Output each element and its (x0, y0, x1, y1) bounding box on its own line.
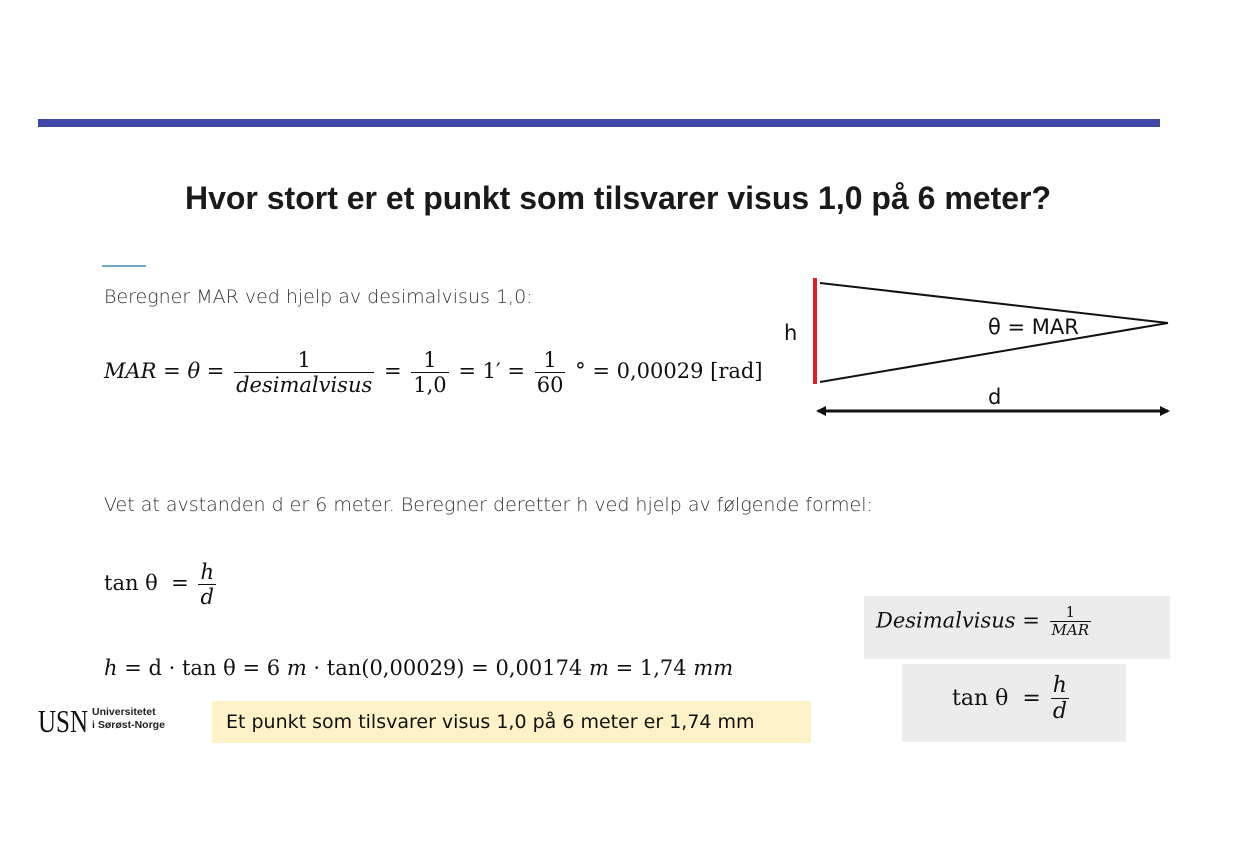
desimal-numerator: 1 (1050, 604, 1092, 622)
h-unit-m: m (286, 656, 307, 680)
desimalvisus-formula: Desimalvisus = $\frac{1}{\text{MAR}}$ (876, 603, 1090, 640)
h-step3: 0,00174 (495, 656, 583, 680)
tan-denominator: d (200, 585, 214, 610)
usn-logo-mark: USN (38, 703, 88, 739)
tan-formula: tan θ = $\frac{h}{d}$ (104, 560, 214, 610)
mar-formula: MAR = θ = $\frac{1}{\text{desimalvisus}}$ = $\frac{1}{1,0}$ = 1′ = $\frac{1}{60}$ ° = 0,00029 [rad] (104, 348, 763, 398)
d-label: d (988, 385, 1002, 409)
slide-title: Hvor stort er et punkt som tilsvarer visus 1,0 på 6 meter? (184, 180, 1052, 216)
h-unit-m-2: m (588, 656, 609, 680)
tan-box-denominator: d (1052, 699, 1067, 725)
h-label: h (784, 321, 798, 345)
desimal-denominator: MAR (1051, 621, 1090, 640)
tan-box (902, 664, 1126, 742)
frac2-numerator: 1 (411, 348, 448, 373)
one-arcminute: 1′ (482, 359, 501, 384)
tan-box-formula: tan θ = $\frac{h}{d}$ (952, 673, 1067, 725)
desimalvisus-lhs: Desimalvisus (876, 608, 1016, 633)
frac1-numerator: 1 (234, 348, 374, 373)
logo-text (92, 706, 165, 732)
theta-symbol: θ (187, 359, 201, 384)
h-final: 1,74 (639, 656, 687, 680)
tan-numerator: h (200, 560, 214, 584)
frac1-denominator: desimalvisus (236, 373, 373, 398)
logo-line2: i Sørøst-Norge (92, 719, 165, 731)
tan-box-fraction (1051, 673, 1069, 725)
top-divider-bar (38, 119, 1160, 127)
fraction-sixty (535, 348, 566, 397)
frac2-denominator: 1,0 (413, 373, 447, 398)
h-step2: · tan(0,00029) (313, 656, 465, 680)
logo-line1: Universitetet (92, 706, 156, 718)
intro-text: Beregner MAR ved hjelp av desimalvisus 1,0: (104, 286, 533, 308)
tan-box-numerator: h (1052, 673, 1067, 698)
distance-text: Vet at avstanden d er 6 meter. Beregner deretter h ved hjelp av følgende formel: (104, 494, 873, 516)
frac3-numerator: 1 (535, 348, 566, 373)
triangle-diagram (770, 260, 1180, 430)
mar-unit: [rad] (710, 359, 763, 384)
h-lhs: h (104, 656, 118, 680)
fraction-one-over-mar (1050, 604, 1092, 640)
h-step1: 6 (266, 656, 281, 680)
h-expr: d · tan θ (148, 656, 236, 680)
angle-label: θ = MAR (988, 315, 1079, 339)
accent-line (102, 265, 146, 267)
tan-box-lhs: tan θ (952, 685, 1009, 711)
mar-lhs: MAR (104, 359, 157, 384)
h-unit-mm: mm (693, 656, 734, 680)
h-formula: h = d · tan θ = 6 m · tan(0,00029) = 0,00174 m = 1,74 mm (104, 656, 734, 680)
usn-logo-icon (38, 702, 88, 738)
degree-symbol: ° (575, 359, 586, 384)
tan-lhs: tan θ (104, 571, 158, 596)
desimalvisus-box (864, 596, 1170, 659)
fraction-h-over-d (198, 560, 216, 609)
frac3-denominator: 60 (536, 373, 564, 398)
fraction-desimalvisus (234, 348, 374, 397)
conclusion-box: Et punkt som tilsvarer visus 1,0 på 6 meter er 1,74 mm (212, 701, 811, 743)
mar-result: 0,00029 (616, 359, 704, 384)
fraction-one-point-zero (411, 348, 448, 397)
